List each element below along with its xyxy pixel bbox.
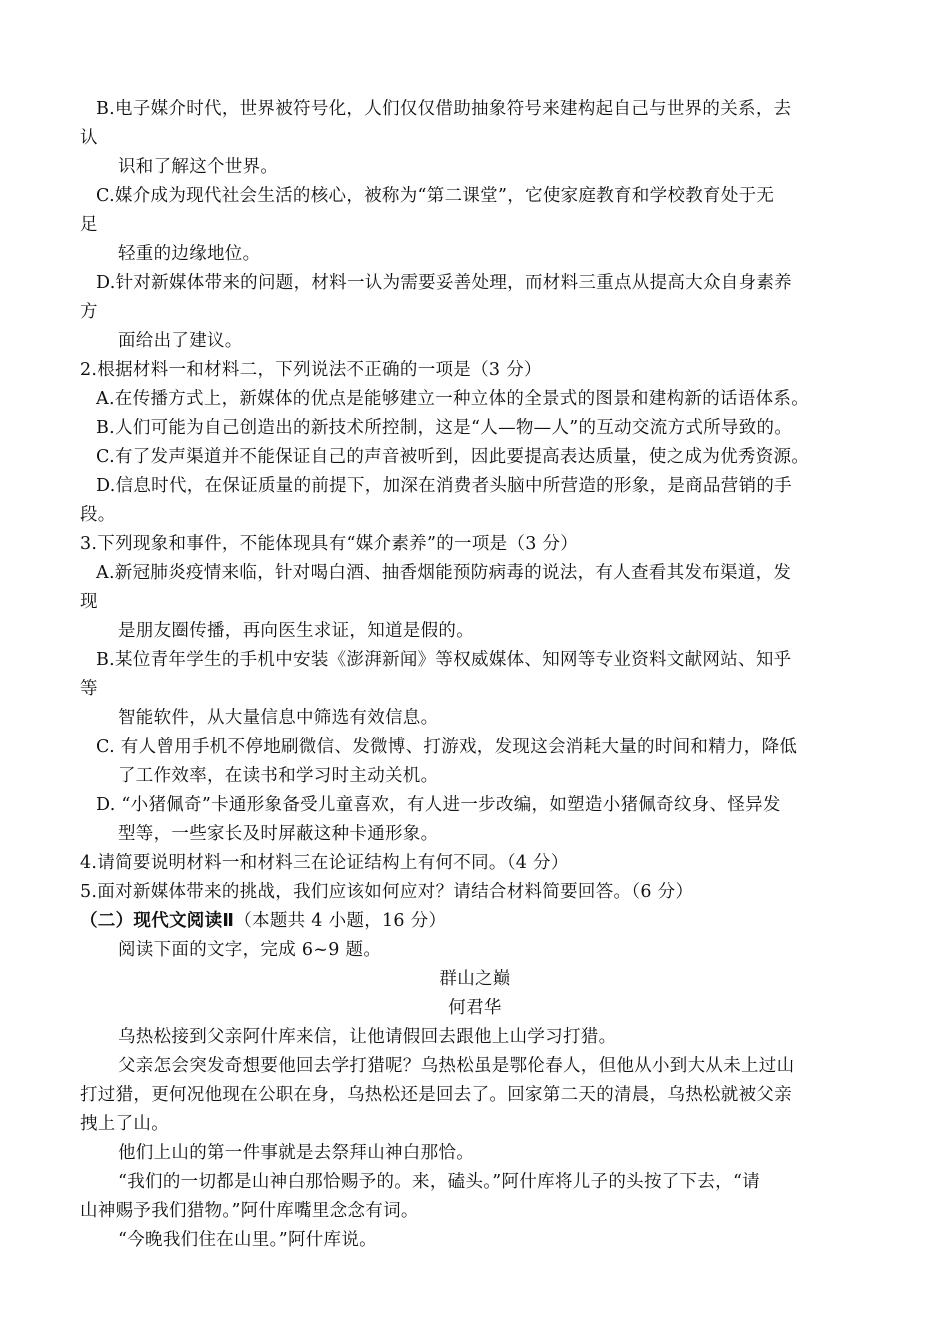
q3-option-d-line2: 型等，一些家长及时屏蔽这种卡通形象。 (118, 824, 439, 844)
story-paragraph-5: “今晚我们住在山里。”阿什库说。 (118, 1230, 377, 1250)
q2-stem: 2.根据材料一和材料二，下列说法不正确的一项是（3 分） (80, 360, 542, 380)
story-author: 何君华 (448, 998, 502, 1018)
section2-heading-note: （本题共 4 小题，16 分） (234, 911, 447, 931)
story-title: 群山之巅 (439, 969, 511, 989)
q3-option-a-line2: 现 (80, 592, 98, 612)
q1-option-b-line2: 认 (80, 128, 98, 148)
story-paragraph-3: 他们上山的第一件事就是去祭拜山神白那恰。 (118, 1143, 474, 1163)
q1-option-c-line3: 轻重的边缘地位。 (118, 244, 261, 264)
q1-option-d-line2: 方 (80, 302, 98, 322)
q1-option-c-line1: C.媒介成为现代社会生活的核心，被称为“第二课堂”，它使家庭教育和学校教育处于无 (96, 186, 775, 206)
q2-option-c: C.有了发声渠道并不能保证自己的声音被听到，因此要提高表达质量，使之成为优秀资源。 (96, 447, 810, 467)
q3-option-b-line1: B.某位青年学生的手机中安装《澎湃新闻》等权威媒体、知网等专业资料文献网站、知乎 (96, 650, 792, 670)
story-paragraph-4-line2: 山神赐予我们猎物。”阿什库嘴里念念有词。 (80, 1201, 419, 1221)
q3-option-c-line1: C. 有人曾用手机不停地刷微信、发微博、打游戏，发现这会消耗大量的时间和精力，降低 (96, 737, 798, 757)
q3-option-b-line2: 等 (80, 679, 98, 699)
q3-option-b-line3: 智能软件，从大量信息中筛选有效信息。 (118, 708, 439, 728)
q3-option-c-line2: 了工作效率，在读书和学习时主动关机。 (118, 766, 439, 786)
q3-option-a-line3: 是朋友圈传播，再向医生求证，知道是假的。 (118, 621, 474, 641)
q1-option-c-line2: 足 (80, 215, 98, 235)
story-paragraph-2-line2: 打过猎，更何况他现在公职在身，乌热松还是回去了。回家第二天的清晨，乌热松就被父亲 (80, 1085, 792, 1105)
q2-option-a: A.在传播方式上，新媒体的优点是能够建立一种立体的全景式的图景和建构新的话语体系。 (96, 389, 809, 409)
section2-instruction: 阅读下面的文字，完成 6~9 题。 (118, 940, 382, 960)
q1-option-d-line3: 面给出了建议。 (118, 331, 243, 351)
story-paragraph-1: 乌热松接到父亲阿什库来信，让他请假回去跟他上山学习打猎。 (118, 1027, 617, 1047)
q3-option-d-line1: D. “小猪佩奇”卡通形象备受儿童喜欢，有人进一步改编，如塑造小猪佩奇纹身、怪异发 (96, 795, 781, 815)
story-paragraph-4-line1: “我们的一切都是山神白那恰赐予的。来，磕头。”阿什库将儿子的头按了下去，“请 (118, 1172, 760, 1192)
q3-stem: 3.下列现象和事件，不能体现具有“媒介素养”的一项是（3 分） (80, 534, 579, 554)
q3-option-a-line1: A.新冠肺炎疫情来临，针对喝白酒、抽香烟能预防病毒的说法，有人查看其发布渠道，发 (96, 563, 792, 583)
q2-option-b: B.人们可能为自己创造出的新技术所控制，这是“人—物—人”的互动交流方式所导致的。 (96, 418, 793, 438)
q2-option-d-line2: 段。 (80, 505, 116, 525)
q1-option-b-line1: B.电子媒介时代，世界被符号化，人们仅仅借助抽象符号来建构起自己与世界的关系，去 (96, 99, 792, 119)
section2-heading (80, 909, 446, 933)
story-paragraph-2-line3: 拽上了山。 (80, 1114, 169, 1134)
q4-stem: 4.请简要说明材料一和材料三在论证结构上有何不同。（4 分） (80, 853, 569, 873)
story-paragraph-2-line1: 父亲怎会突发奇想要他回去学打猎呢？乌热松虽是鄂伦春人，但他从小到大从未上过山 (118, 1056, 795, 1076)
q2-option-d-line1: D.信息时代，在保证质量的前提下，加深在消费者头脑中所营造的形象，是商品营销的手 (96, 476, 792, 496)
q5-stem: 5.面对新媒体带来的挑战，我们应该如何应对？请结合材料简要回答。（6 分） (80, 882, 694, 902)
q1-option-b-line3: 识和了解这个世界。 (118, 157, 279, 177)
section2-heading-bold: （二）现代文阅读Ⅱ (80, 911, 235, 931)
q1-option-d-line1: D.针对新媒体带来的问题，材料一认为需要妥善处理，而材料三重点从提高大众自身素养 (96, 273, 792, 293)
